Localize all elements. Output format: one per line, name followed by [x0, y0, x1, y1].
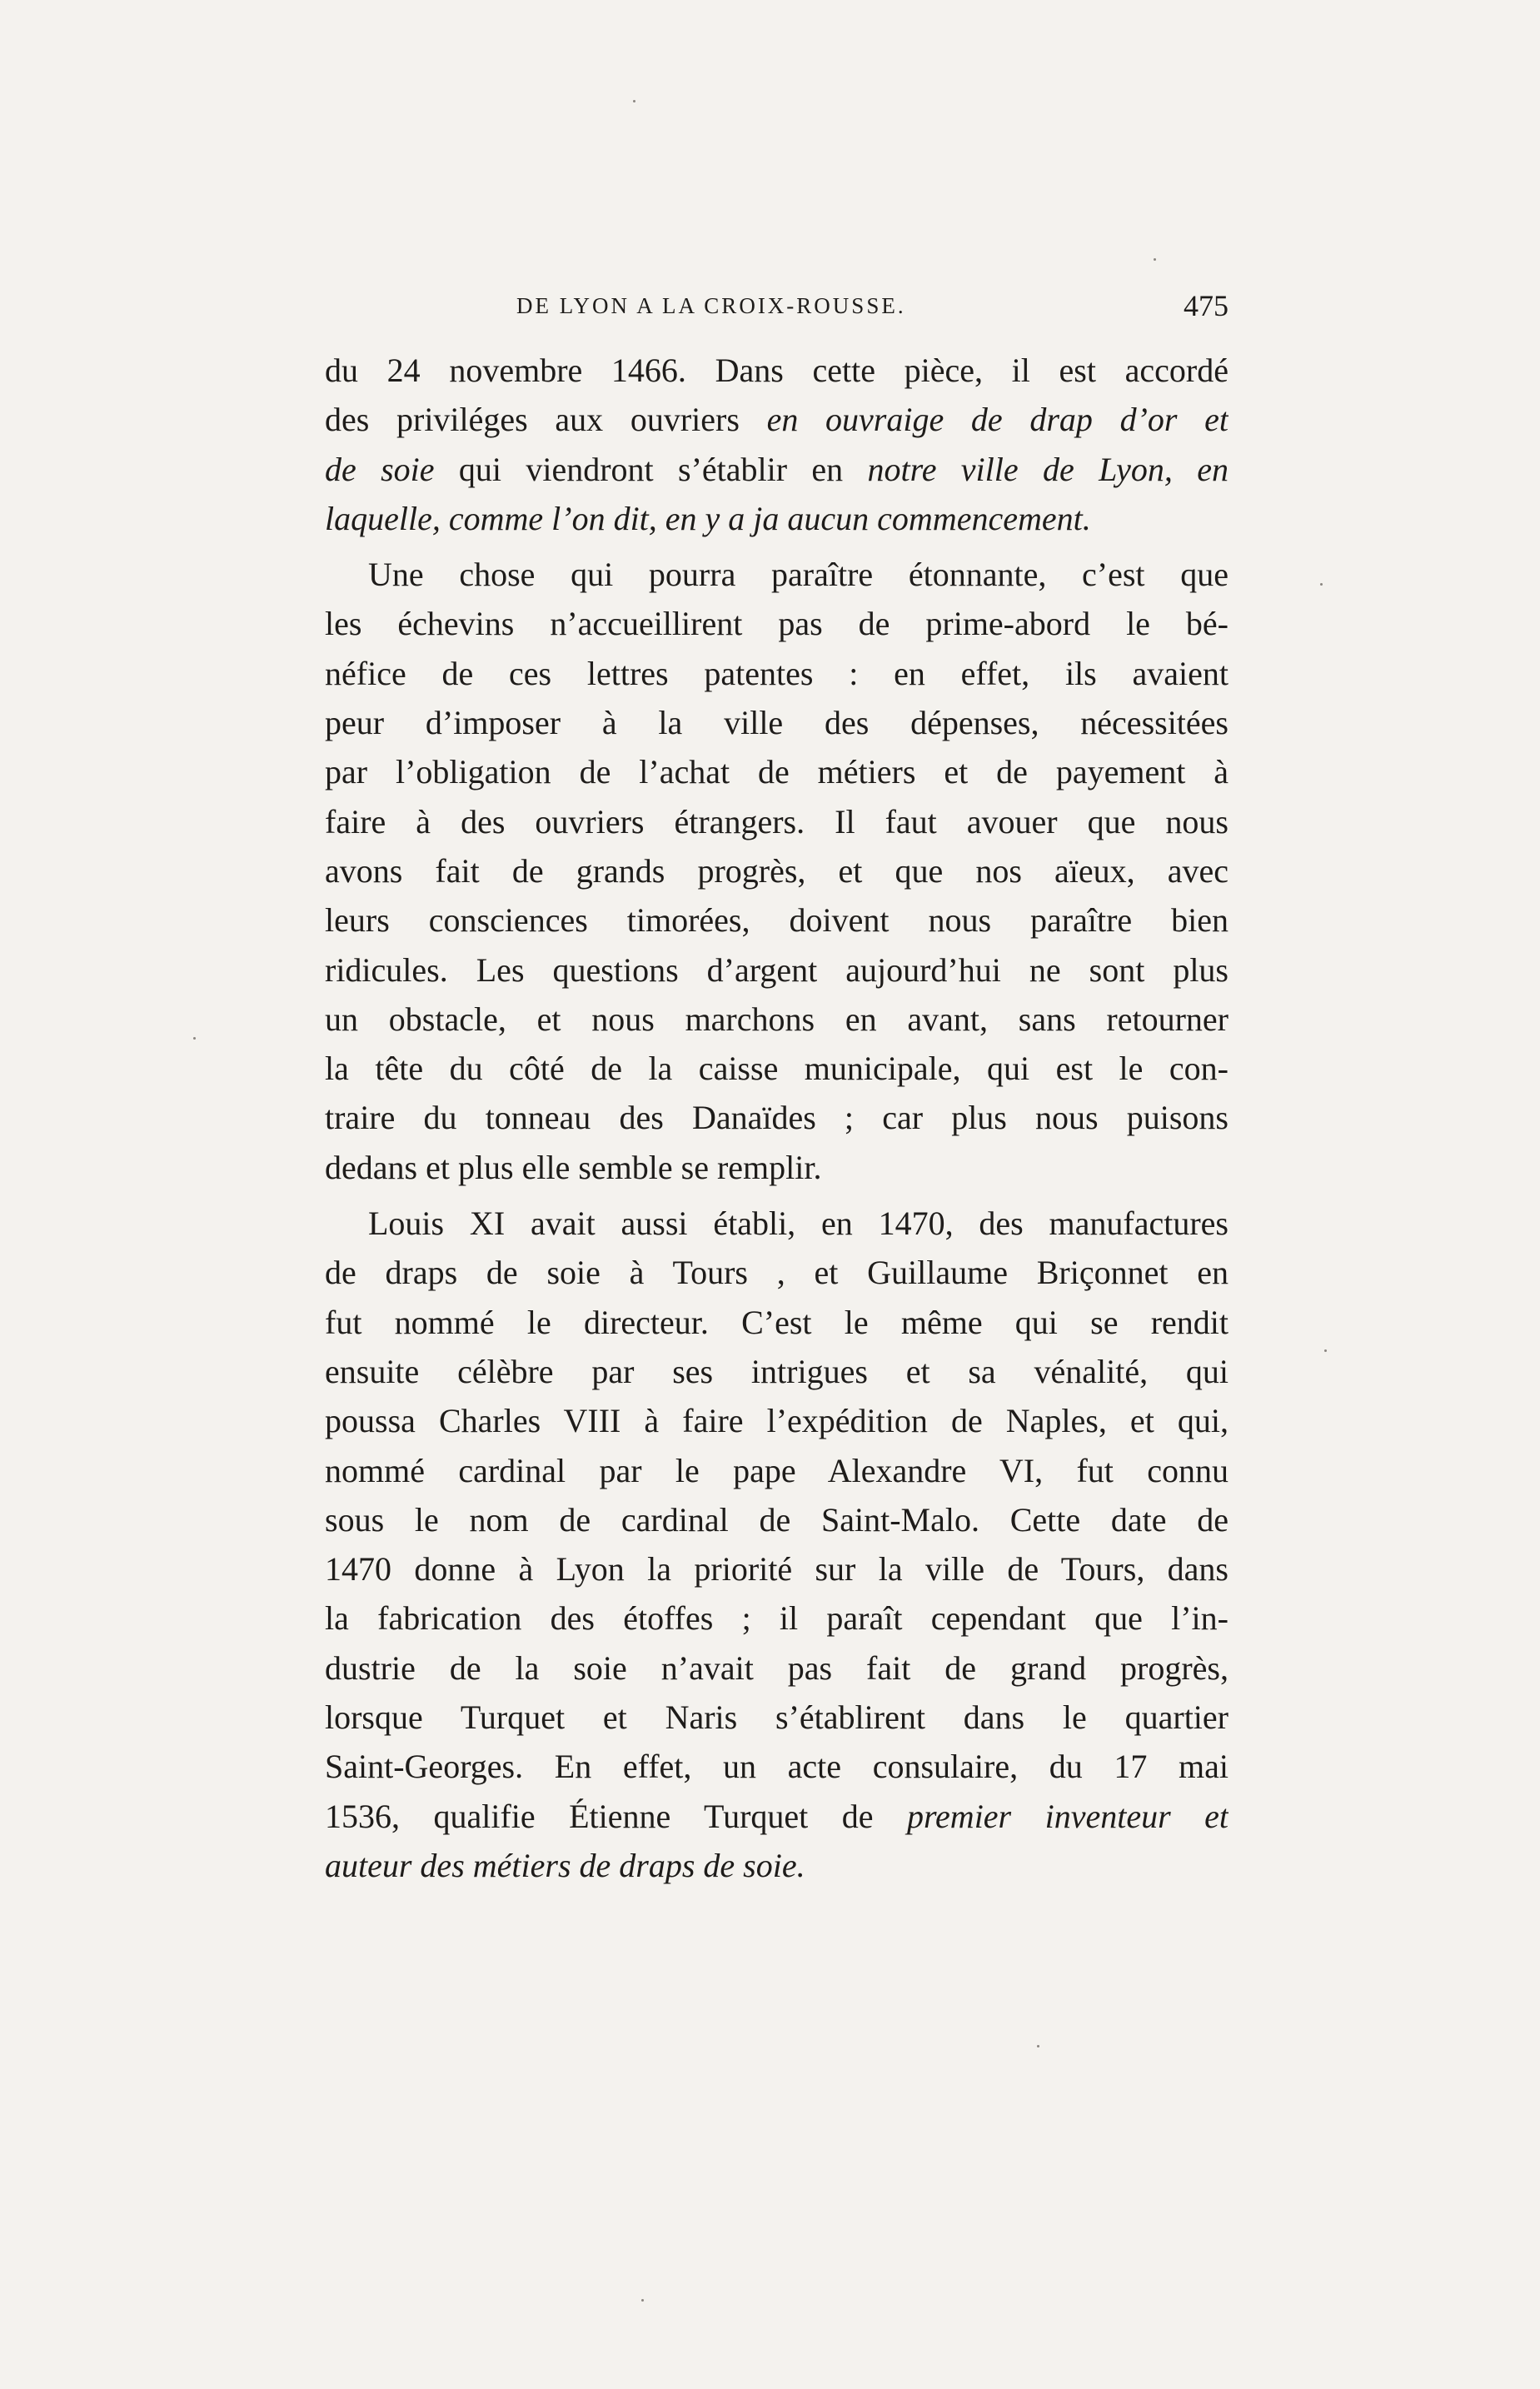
text-line	[325, 346, 1229, 395]
text-line	[325, 1593, 1229, 1643]
text-line	[325, 1742, 1229, 1791]
paragraph-gap	[325, 543, 1229, 550]
text-run: dedans et plus elle semble se remplir.	[325, 1148, 822, 1186]
text-line	[325, 445, 1229, 494]
text-line	[325, 995, 1229, 1044]
text-run: fut nommé le directeur. C’est le même qui se rendit	[325, 1303, 1229, 1341]
scan-speck	[193, 1037, 196, 1040]
scan-speck	[641, 2299, 644, 2302]
body-text	[325, 346, 1229, 1890]
text-run: Louis XI avait aussi établi, en 1470, des manufactures	[368, 1204, 1229, 1243]
text-run: dustrie de la soie n’avait pas fait de grand progrès,	[325, 1648, 1229, 1687]
paragraph	[325, 346, 1229, 543]
text-line	[325, 649, 1229, 698]
italic-text: laquelle, comme l’on dit, en y a ja aucun commencement.	[325, 499, 1091, 537]
text-run: des priviléges aux ouvriers	[325, 401, 767, 439]
text-run: Une chose qui pourra paraître étonnante, c’est que	[368, 556, 1229, 594]
text-line	[325, 698, 1229, 747]
text-run: les échevins n’accueillirent pas de prime-abord le bé-	[325, 605, 1229, 643]
paragraph	[325, 550, 1229, 1192]
text-line	[325, 945, 1229, 995]
text-line	[325, 1143, 1229, 1192]
italic-text: en ouvraige de drap d’or et	[766, 401, 1229, 439]
text-run: 1470 donne à Lyon la priorité sur la ville de Tours, dans	[325, 1550, 1229, 1589]
text-run: faire à des ouvriers étrangers. Il faut avouer que nous	[325, 802, 1229, 840]
text-line	[325, 1396, 1229, 1445]
scan-speck	[633, 100, 635, 102]
text-line	[325, 846, 1229, 895]
text-line	[325, 1446, 1229, 1495]
scan-speck	[1154, 258, 1156, 261]
text-line	[325, 550, 1229, 599]
text-run: un obstacle, et nous marchons en avant, sans retourner	[325, 1000, 1229, 1038]
text-run: peur d’imposer à la ville des dépenses, nécessitées	[325, 704, 1229, 742]
scan-speck	[1320, 583, 1323, 586]
paragraph	[325, 1199, 1229, 1890]
text-line	[325, 747, 1229, 796]
text-line	[325, 1544, 1229, 1593]
text-run: néfice de ces lettres patentes : en effet, ils avaient	[325, 654, 1229, 692]
text-run: 1536, qualifie Étienne Turquet de	[325, 1797, 907, 1835]
text-line	[325, 395, 1229, 444]
text-line	[325, 494, 1229, 543]
text-run: la fabrication des étoffes ; il paraît cependant que l’in-	[325, 1599, 1229, 1638]
text-line	[325, 895, 1229, 945]
text-run: sous le nom de cardinal de Saint-Malo. Cette date de	[325, 1500, 1229, 1539]
text-run: traire du tonneau des Danaïdes ; car plus nous puisons	[325, 1099, 1229, 1137]
running-head: DE LYON A LA CROIX-ROUSSE.	[516, 293, 906, 318]
text-run: ensuite célèbre par ses intrigues et sa vénalité, qui	[325, 1352, 1229, 1390]
scan-speck	[1324, 1349, 1327, 1352]
text-run: avons fait de grands progrès, et que nos aïeux, avec	[325, 851, 1229, 890]
page-header	[325, 289, 1229, 330]
text-line	[325, 1298, 1229, 1347]
text-line	[325, 599, 1229, 648]
text-run: ridicules. Les questions d’argent aujourd’hui ne sont plus	[325, 950, 1229, 989]
text-run: qui viendront s’établir en	[434, 450, 868, 488]
text-line	[325, 1093, 1229, 1142]
text-run: la tête du côté de la caisse municipale, qui est le con-	[325, 1050, 1229, 1088]
text-line	[325, 797, 1229, 846]
page-number: 475	[1184, 289, 1229, 322]
scan-speck	[1037, 2045, 1039, 2047]
italic-text: notre ville de Lyon, en	[867, 450, 1229, 488]
text-run: du 24 novembre 1466. Dans cette pièce, il est accordé	[325, 352, 1229, 389]
italic-text: de soie	[325, 450, 435, 488]
text-line	[325, 1199, 1229, 1248]
text-run: Saint-Georges. En effet, un acte consulaire, du 17 mai	[325, 1748, 1229, 1786]
text-line	[325, 1841, 1229, 1890]
text-line	[325, 1693, 1229, 1742]
italic-text: auteur des métiers de draps de soie.	[325, 1846, 805, 1884]
text-run: nommé cardinal par le pape Alexandre VI, fut connu	[325, 1451, 1229, 1489]
paragraph-gap	[325, 1192, 1229, 1199]
text-run: lorsque Turquet et Naris s’établirent dans le quartier	[325, 1698, 1229, 1737]
text-line	[325, 1643, 1229, 1693]
text-run: par l’obligation de l’achat de métiers et de payement à	[325, 753, 1229, 791]
text-line	[325, 1792, 1229, 1841]
text-run: poussa Charles VIII à faire l’expédition de Naples, et qui,	[325, 1402, 1229, 1440]
text-line	[325, 1347, 1229, 1396]
text-line	[325, 1495, 1229, 1544]
text-run: de draps de soie à Tours , et Guillaume Briçonnet en	[325, 1254, 1229, 1292]
text-run: leurs consciences timorées, doivent nous paraître bien	[325, 901, 1229, 940]
text-line	[325, 1044, 1229, 1093]
text-line	[325, 1248, 1229, 1297]
italic-text: premier inventeur et	[906, 1797, 1229, 1835]
